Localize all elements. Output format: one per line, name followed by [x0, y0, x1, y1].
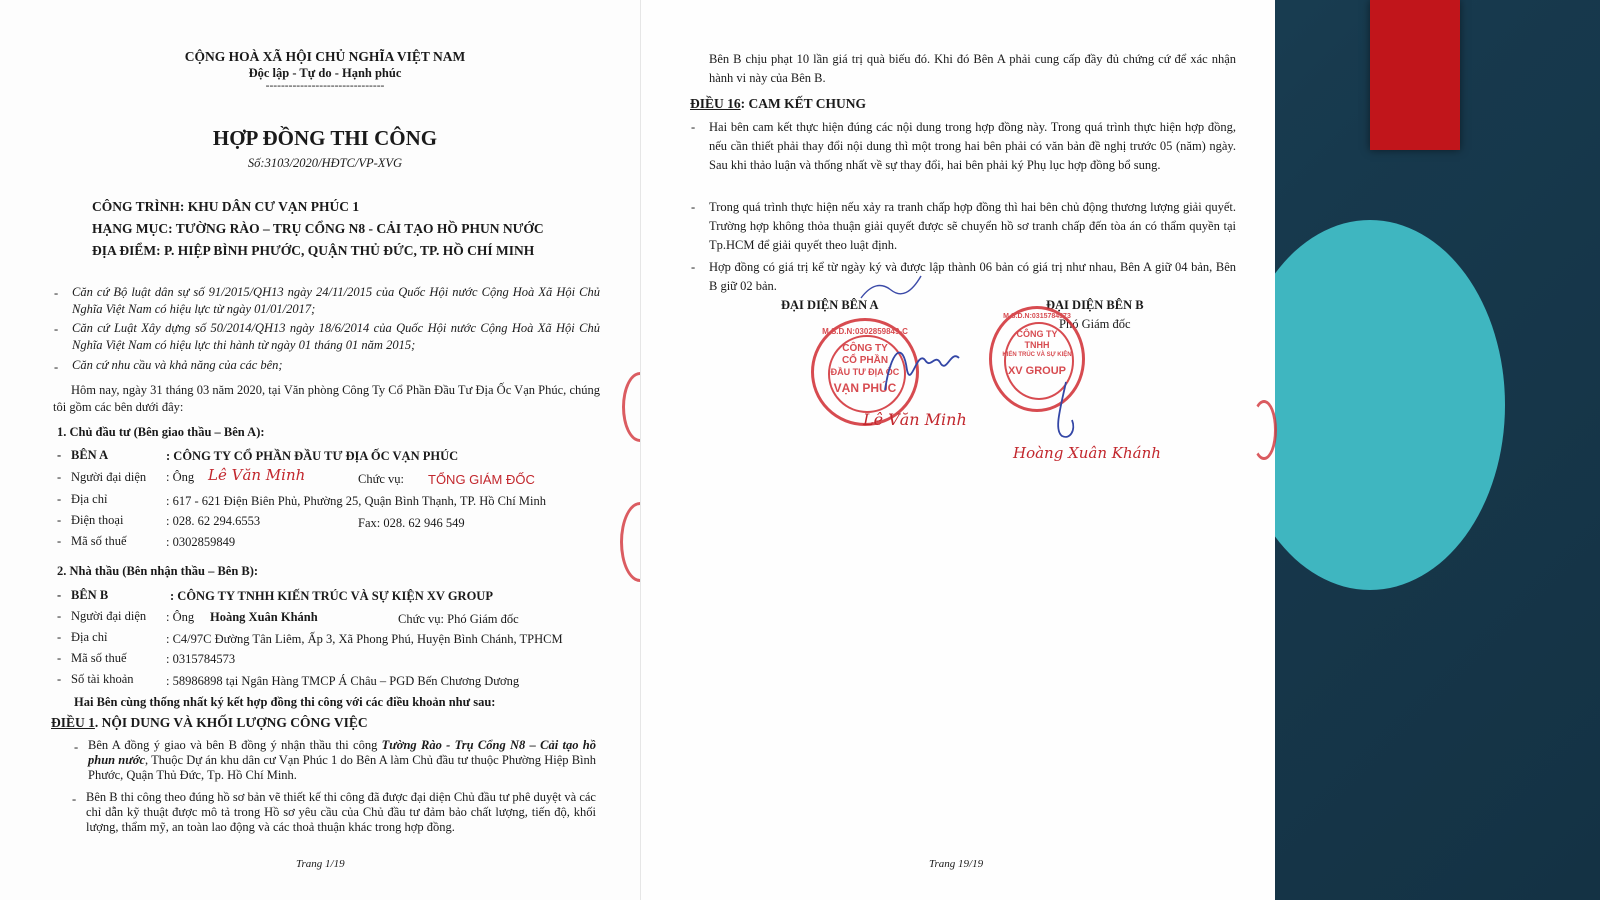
contract-page-19: Bên B chịu phạt 10 lần giá trị quà biếu đó. Khi đó Bên A phải cung cấp đầy đủ chứng cứ để xác nhận hành vi này của Bên B. ĐIỀU 16: CAM KẾT CHUNG - Hai bên cam kết thực hiện đúng các nội dung trong hợp đồng này. Trong quá trình thực hiện hợp đồng, nếu cần thiết phải thay đổi nội dung thì một trong hai bên phải có văn bản đề nghị trước 05 (năm) ngày. Sau khi thảo luận và thống nhất về sự thay đổi, hai bên phải ký Phụ lục hợp đồng bổ sung. - Trong quá trình thực hiện nếu xảy ra tranh chấp hợp đồng thì hai bên chủ động thương lượng giải quyết. Trường hợp không thỏa thuận giải quyết được sẽ chuyển hồ sơ tranh chấp đến tòa án có thẩm quyền tại Tp.HCM để giải quyết theo luật định. - Hợp đồng có giá trị kể từ ngày ký và được lập thành 06 bản có giá trị như nhau, Bên A giữ 04 bản, Bên B giữ 02 bản. ĐẠI DIỆN BÊN A ĐẠI DIỆN BÊN B Phó Giám đốc M.S.D.N:0302859849-C CÔNG TY CỔ PHẦN ĐẦU TƯ ĐỊA ỐC VẠN PHÚC M.S.D.N:0315784573 CÔNG TY TNHH KIẾN TRÚC VÀ SỰ KIỆN XV GROUP Lê Văn Minh Hoàng Xuân Khánh Trang 19/19 [640, 0, 1275, 900]
page-19-footer: Trang 19/19 [929, 858, 984, 870]
carry-over-paragraph: Bên B chịu phạt 10 lần giá trị quà biếu đó. Khi đó Bên A phải cung cấp đầy đủ chứng cứ để xác nhận hành vi này của Bên B. [709, 52, 1236, 85]
rep-a-signed-name: Lê Văn Minh [863, 410, 967, 429]
party-a-rep-name: Lê Văn Minh [208, 466, 306, 484]
rep-b-title: ĐẠI DIỆN BÊN B [1046, 298, 1144, 312]
party-a-address: : 617 - 621 Điện Biên Phủ, Phường 25, Quận Bình Thạnh, TP. Hồ Chí Minh [166, 494, 546, 508]
article-1-heading [51, 715, 368, 731]
decorative-red-bar [1370, 0, 1460, 150]
party-a-position: TỔNG GIÁM ĐỐC [428, 472, 535, 487]
stamp-b-ring-text: M.S.D.N:0315784573 [1003, 313, 1071, 320]
legal-basis-2: Căn cứ Luật Xây dựng số 50/2014/QH13 ngày 18/6/2014 của Quốc Hội nước Cộng Hoà Xã Hội Chủ Nghĩa Việt Nam có hiệu lực thi hành từ ngày 01 tháng 01 năm 2015; [72, 321, 600, 352]
project-line: CÔNG TRÌNH: KHU DÂN CƯ VẠN PHÚC 1 [92, 199, 360, 214]
party-a-fax: Fax: 028. 62 946 549 [358, 516, 465, 530]
national-title: CỘNG HOÀ XÃ HỘI CHỦ NGHĨA VIỆT NAM [184, 49, 466, 64]
party-b-rep-prefix: : Ông [166, 610, 195, 624]
party-b-name: : CÔNG TY TNHH KIẾN TRÚC VÀ SỰ KIỆN XV GROUP [170, 589, 493, 603]
stamp-b-line-2: TNHH [1024, 340, 1050, 350]
contract-page-1: CỘNG HOÀ XÃ HỘI CHỦ NGHĨA VIỆT NAM Độc lập - Tự do - Hạnh phúc ------------------------------- HỢP ĐỒNG THI CÔNG Số:3103/2020/HĐTC/VP-XVG CÔNG TRÌNH: KHU DÂN CƯ VẠN PHÚC 1 HẠNG MỤC: TƯỜNG RÀO – TRỤ CỔNG N8 - CẢI TẠO HỒ PHUN NƯỚC ĐỊA ĐIỂM: P. HIỆP BÌNH PHƯỚC, QUẬN THỦ ĐỨC, TP. HỒ CHÍ MINH - Căn cứ Bộ luật dân sự số 91/2015/QH13 ngày 24/11/2015 của Quốc Hội nước Cộng Hoà Xã Hội Chủ Nghĩa Việt Nam có hiệu lực từ ngày 01/01/2017; - Căn cứ Luật Xây dựng số 50/2014/QH13 ngày 18/6/2014 của Quốc Hội nước Cộng Hoà Xã Hội Chủ Nghĩa Việt Nam có hiệu lực thi hành từ ngày 01 tháng 01 năm 2015; - Căn cứ nhu cầu và khả năng của các bên; Hôm nay, ngày 31 tháng 03 năm 2020, tại Văn phòng Công Ty Cổ Phần Đầu Tư Địa Ốc Vạn Phúc, chúng tôi gồm các bên dưới đây: 1. Chủ đầu tư (Bên giao thầu – Bên A): - BÊN A : CÔNG TY CỔ PHẦN ĐẦU TƯ ĐỊA ỐC VẠN PHÚC - Người đại diện : Ông Lê Văn Minh Chức vụ: TỔNG GIÁM ĐỐC - Địa chỉ : 617 - 621 Điện Biên Phủ, Phường 25, Quận Bình Thạnh, TP. Hồ Chí Minh - Điện thoại : 028. 62 294.6553 Fax: 028. 62 946 549 - Mã số thuế : 0302859849 2. Nhà thầu (Bên nhận thầu – Bên B): - BÊN B : CÔNG TY TNHH KIẾN TRÚC VÀ SỰ KIỆN XV GROUP - Người đại diện : Ông Hoàng Xuân Khánh Chức vụ: Phó Giám đốc - Địa chỉ : C4/97C Đường Tân Liêm, Ấp 3, Xã Phong Phú, Huyện Bình Chánh, TPHCM - Mã số thuế : 0315784573 - Số tài khoản : 58986898 tại Ngân Hàng TMCP Á Châu – PGD Bến Chương Dương Hai Bên cùng thống nhất ký kết hợp đồng thi công với các điều khoản như sau: ĐIỀU 1. NỘI DUNG VÀ KHỐI LƯỢNG CÔNG VIỆC - Bên A đồng ý giao và bên B đồng ý nhận thầu thi công Tường Rào - Trụ Cổng N8 – Cải tạo hồ phun nước, Thuộc Dự án khu dân cư Vạn Phúc 1 do Bên A làm Chủ đầu tư thuộc Phường Hiệp Bình Phước, Quận Thủ Đức, Tp. Hồ Chí Minh. - Bên B thi công theo đúng hồ sơ bản vẽ thiết kế thi công đã được đại diện Chủ đầu tư phê duyệt và các chỉ dẫn kỹ thuật được mô tả trong Hồ sơ yêu cầu của Chủ đầu tư đảm bảo chất lượng, tiến độ, khối lượng, thẩm mỹ, an toàn lao động và các thoả thuận khác trong hợp đồng. Trang 1/19 [0, 0, 640, 900]
article-16-title: : CAM KẾT CHUNG [740, 96, 867, 111]
party-a-position-label: Chức vụ: [358, 472, 405, 486]
signature-b [1036, 380, 1096, 450]
stamp-b-line-3: KIẾN TRÚC VÀ SỰ KIỆN [1002, 352, 1072, 358]
party-b-rep-name: Hoàng Xuân Khánh [210, 610, 318, 624]
stamp-a-line-3: ĐẦU TƯ ĐỊA ỐC [830, 367, 900, 377]
initial-signature [851, 268, 931, 308]
page-1-footer: Trang 1/19 [296, 858, 345, 870]
article-1-number: ĐIỀU 1 [51, 715, 95, 730]
party-a-rep-label: Người đại diện [71, 470, 147, 484]
party-b-account: : 58986898 tại Ngân Hàng TMCP Á Châu – PGD Bến Chương Dương [166, 674, 520, 688]
stamp-a-ring-text: M.S.D.N:0302859849-C [822, 327, 908, 336]
article-16-number: ĐIỀU 16 [690, 96, 741, 111]
party-b-rep-label: Người đại diện [71, 609, 147, 623]
party-b-account-label: Số tài khoản [71, 672, 134, 686]
signature-a [877, 330, 967, 400]
rep-b-position: Phó Giám đốc [1059, 317, 1131, 331]
article-1-paragraph-2: Bên B thi công theo đúng hồ sơ bản vẽ thiết kế thi công đã được đại diện Chủ đầu tư phê duyệt và các chỉ dẫn kỹ thuật được mô tả trong Hồ sơ yêu cầu của Chủ đầu tư đảm bảo chất lượng, tiến độ, khối lượng, thẩm mỹ, an toàn lao động và các thoả thuận khác trong hợp đồng. [86, 790, 596, 834]
contract-number: Số:3103/2020/HĐTC/VP-XVG [247, 156, 403, 170]
clause-commitment: Hai bên cam kết thực hiện đúng các nội dung trong hợp đồng này. Trong quá trình thực hiện hợp đồng, nếu cần thiết phải thay đổi nội dung thì một trong hai bên phải có văn bản đề nghị trước 05 (năm) ngày. Sau khi thảo luận và thống nhất về sự thay đổi, hai bên phải ký Phụ lục hợp đồng bổ sung. [709, 120, 1236, 172]
legal-basis-1: Căn cứ Bộ luật dân sự số 91/2015/QH13 ngày 24/11/2015 của Quốc Hội nước Cộng Hoà Xã Hội Chủ Nghĩa Việt Nam có hiệu lực từ ngày 01/01/2017; [72, 285, 600, 316]
national-motto: Độc lập - Tự do - Hạnh phúc [248, 66, 402, 80]
intro-paragraph: Hôm nay, ngày 31 tháng 03 năm 2020, tại Văn phòng Công Ty Cổ Phần Đầu Tư Địa Ốc Vạn Phúc, chúng tôi gồm các bên dưới đây: [53, 383, 600, 414]
stamp-b-line-1: CÔNG TY [1016, 329, 1058, 339]
article-1-p1-lead: Bên A đồng ý giao và bên B đồng ý nhận thầu thi công [88, 738, 382, 752]
stamp-a-line-4: VẠN PHÚC [833, 381, 897, 395]
party-a-label: BÊN A [71, 448, 109, 462]
party-b-heading: 2. Nhà thầu (Bên nhận thầu – Bên B): [57, 564, 259, 578]
party-b-tax-label: Mã số thuế [71, 651, 127, 665]
party-b-position: Chức vụ: Phó Giám đốc [398, 612, 519, 626]
article-1-p1-scope: Tường Rào - Trụ Cổng N8 – Cải tạo hồ phun nước [88, 738, 596, 767]
article-1-p1-tail: , Thuộc Dự án khu dân cư Vạn Phúc 1 do Bên A làm Chủ đầu tư thuộc Phường Hiệp Bình Phước, Quận Thủ Đức, Tp. Hồ Chí Minh. [88, 753, 597, 782]
party-b-tax: : 0315784573 [166, 652, 236, 666]
stamp-a-line-1: CÔNG TY [842, 343, 888, 354]
decorative-teal-circle [1235, 220, 1505, 590]
party-a-phone: : 028. 62 294.6553 [166, 514, 261, 528]
agreement-line: Hai Bên cùng thống nhất ký kết hợp đồng thi công với các điều khoản như sau: [74, 695, 496, 709]
clause-dispute: Trong quá trình thực hiện nếu xảy ra tranh chấp hợp đồng thì hai bên chủ động thương lượng giải quyết. Trường hợp không thỏa thuận giải quyết được sẽ chuyển hồ sơ tranh chấp đến tòa án có thẩm quyền tại Tp.HCM để giải quyết theo luật định. [709, 200, 1236, 252]
party-a-phone-label: Điện thoại [71, 513, 124, 527]
party-a-tax: : 0302859849 [166, 535, 236, 549]
party-a-tax-label: Mã số thuế [71, 534, 127, 548]
party-b-address-label: Địa chỉ [71, 630, 108, 644]
party-b-address: : C4/97C Đường Tân Liêm, Ấp 3, Xã Phong Phú, Huyện Bình Chánh, TPHCM [166, 632, 563, 646]
article-1-paragraph-1 [88, 738, 596, 783]
rep-a-title: ĐẠI DIỆN BÊN A [781, 298, 879, 312]
party-a-address-label: Địa chỉ [71, 492, 108, 506]
article-16-heading [690, 96, 866, 112]
partial-stamp-mark [1251, 400, 1277, 460]
item-line: HẠNG MỤC: TƯỜNG RÀO – TRỤ CỔNG N8 - CẢI TẠO HỒ PHUN NƯỚC [92, 221, 544, 236]
location-line: ĐỊA ĐIỂM: P. HIỆP BÌNH PHƯỚC, QUẬN THỦ ĐỨC, TP. HỒ CHÍ MINH [92, 243, 535, 258]
legal-basis-3: Căn cứ nhu cầu và khả năng của các bên; [72, 358, 283, 372]
stamp-a-line-2: CỔ PHẦN [841, 355, 889, 366]
article-1-title: . NỘI DUNG VÀ KHỐI LƯỢNG CÔNG VIỆC [94, 715, 368, 730]
party-a-rep-prefix: : Ông [166, 470, 195, 484]
stamp-b-line-4: XV GROUP [1007, 365, 1067, 377]
contract-title: HỢP ĐỒNG THI CÔNG [212, 126, 438, 150]
title-separator: ------------------------------- [265, 80, 385, 92]
party-b-label: BÊN B [71, 588, 109, 602]
rep-b-signed-name: Hoàng Xuân Khánh [1013, 444, 1161, 462]
clause-validity: Hợp đồng có giá trị kể từ ngày ký và được lập thành 06 bản có giá trị như nhau, Bên A giữ 04 bản, Bên B giữ 02 bản. [709, 260, 1236, 293]
party-a-name: : CÔNG TY CỔ PHẦN ĐẦU TƯ ĐỊA ỐC VẠN PHÚC [166, 449, 459, 463]
party-a-heading: 1. Chủ đầu tư (Bên giao thầu – Bên A): [57, 425, 265, 439]
